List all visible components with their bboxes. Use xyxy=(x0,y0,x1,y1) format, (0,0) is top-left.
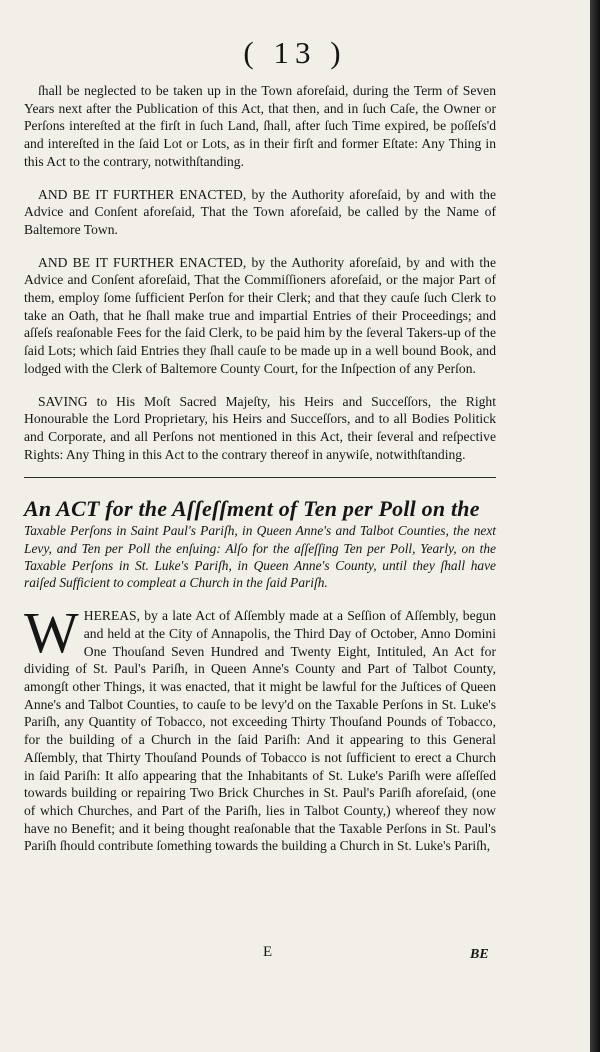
paragraph-saving-clause: SAVING to His Moſt Sacred Majeſty, his Heirs and Succeſſors, the Right Honourable the Lord Proprietary, his Heirs and Succeſſors, and to all Bodies Politick and Corporate, and all Perſons not mentioned in this Act, their ſeveral and reſpective Rights: Any Thing in this Act to the contrary thereof in anywiſe, notwithſtanding. xyxy=(24,393,496,462)
paragraph-lots-forfeit: ſhall be neglected to be taken up in the Town aforeſaid, during the Term of Seven Years next after the Publication of this Act, that then, and in ſuch Caſe, the Owner or Perſons intereſted at the firſt in ſuch Land, ſhall, after ſuch Time expired, be poſſeſs'd and intereſted in the ſaid Lot or Lots, as in their firſt and former Eſtate: Any Thing in this Act to the contrary, notwithſtanding. xyxy=(24,83,496,169)
section-divider xyxy=(24,477,496,478)
paragraph-town-name: AND BE IT FURTHER ENACTED, by the Authority aforeſaid, by and with the Advice and Conſent aforeſaid, That the Town aforeſaid, be called by the Name of Baltemore Town. xyxy=(24,186,496,237)
act-title xyxy=(24,495,496,591)
scan-edge xyxy=(590,0,600,1052)
catchword: BE xyxy=(470,947,489,962)
whereas-text: HEREAS, by a late Act of Aſſembly made at a Seſſion of Aſſembly, begun and held at the City of Annapolis, the Third Day of October, Anno Domini One Thouſand Seven Hundred and Twenty Eight, Intituled, An Act for dividing of St. Paul's Pariſh, in Queen Anne's County and Part of Talbot County, amongſt other Things, it was enacted, that it might be lawful for the Juſtices of Queen Anne's and Talbot Counties, to cauſe to be levy'd on the Taxable Perſons in St. Luke's Pariſh, any Quantity of Tobacco, not exceeding Thirty Thouſand Pounds of Tobacco, for the building of a Church in the ſaid Pariſh: And it appearing to this General Aſſembly, that Thirty Thouſand Pounds of Tobacco is not ſufficient to erect a Church in ſaid Pariſh: It alſo appearing that the Inhabitants of St. Luke's Pariſh were aſſeſſed towards building or repairing Two Brick Churches in St. Paul's Pariſh aforeſaid, (one of which Churches, and Part of the Pariſh, lies in Talbot County,) whereof they now have no Benefit; and it being thought reaſonable that the Taxable Perſons in St. Paul's Pariſh ſhould contribute ſomething towards the building a Church in St. Luke's Pariſh, xyxy=(24,608,496,854)
signature-mark: E xyxy=(263,944,273,960)
page-number: ( 13 ) xyxy=(243,35,347,70)
act-title-subtitle: Taxable Perſons in Saint Paul's Pariſh, in Queen Anne's and Talbot Counties, the next Levy, and Ten per Poll the enſuing: Alſo for the aſſeſſing Ten per Poll, Yearly, on the Taxable Perſons in St. Luke's Pariſh, in Queen Anne's County, until they ſhall have raiſed Sufficient to compleat a Church in the ſaid Pariſh. xyxy=(24,523,496,590)
drop-cap: W xyxy=(24,600,79,666)
page-body xyxy=(24,82,496,855)
act-title-heading: An ACT for the Aſſeſſment of Ten per Poll on the xyxy=(24,496,480,522)
whereas-paragraph xyxy=(24,600,496,855)
paragraph-clerk: AND BE IT FURTHER ENACTED, by the Authority aforeſaid, by and with the Advice and Conſent aforeſaid, That the Commiſſioners aforeſaid, or the major Part of them, employ ſome ſufficient Perſon for their Clerk; and that they cauſe ſuch Clerk to take an Oath, that he ſhall make true and impartial Entries of their Proceedings; and aſſeſs reaſonable Fees for the ſaid Clerk, to be paid him by the ſeveral Takers-up of the ſaid Lots; which ſaid Entries they ſhall cauſe to be made up in a well bound Book, and lodged with the Clerk of Baltemore County Court, for the Inſpection of any Perſon. xyxy=(24,254,496,376)
